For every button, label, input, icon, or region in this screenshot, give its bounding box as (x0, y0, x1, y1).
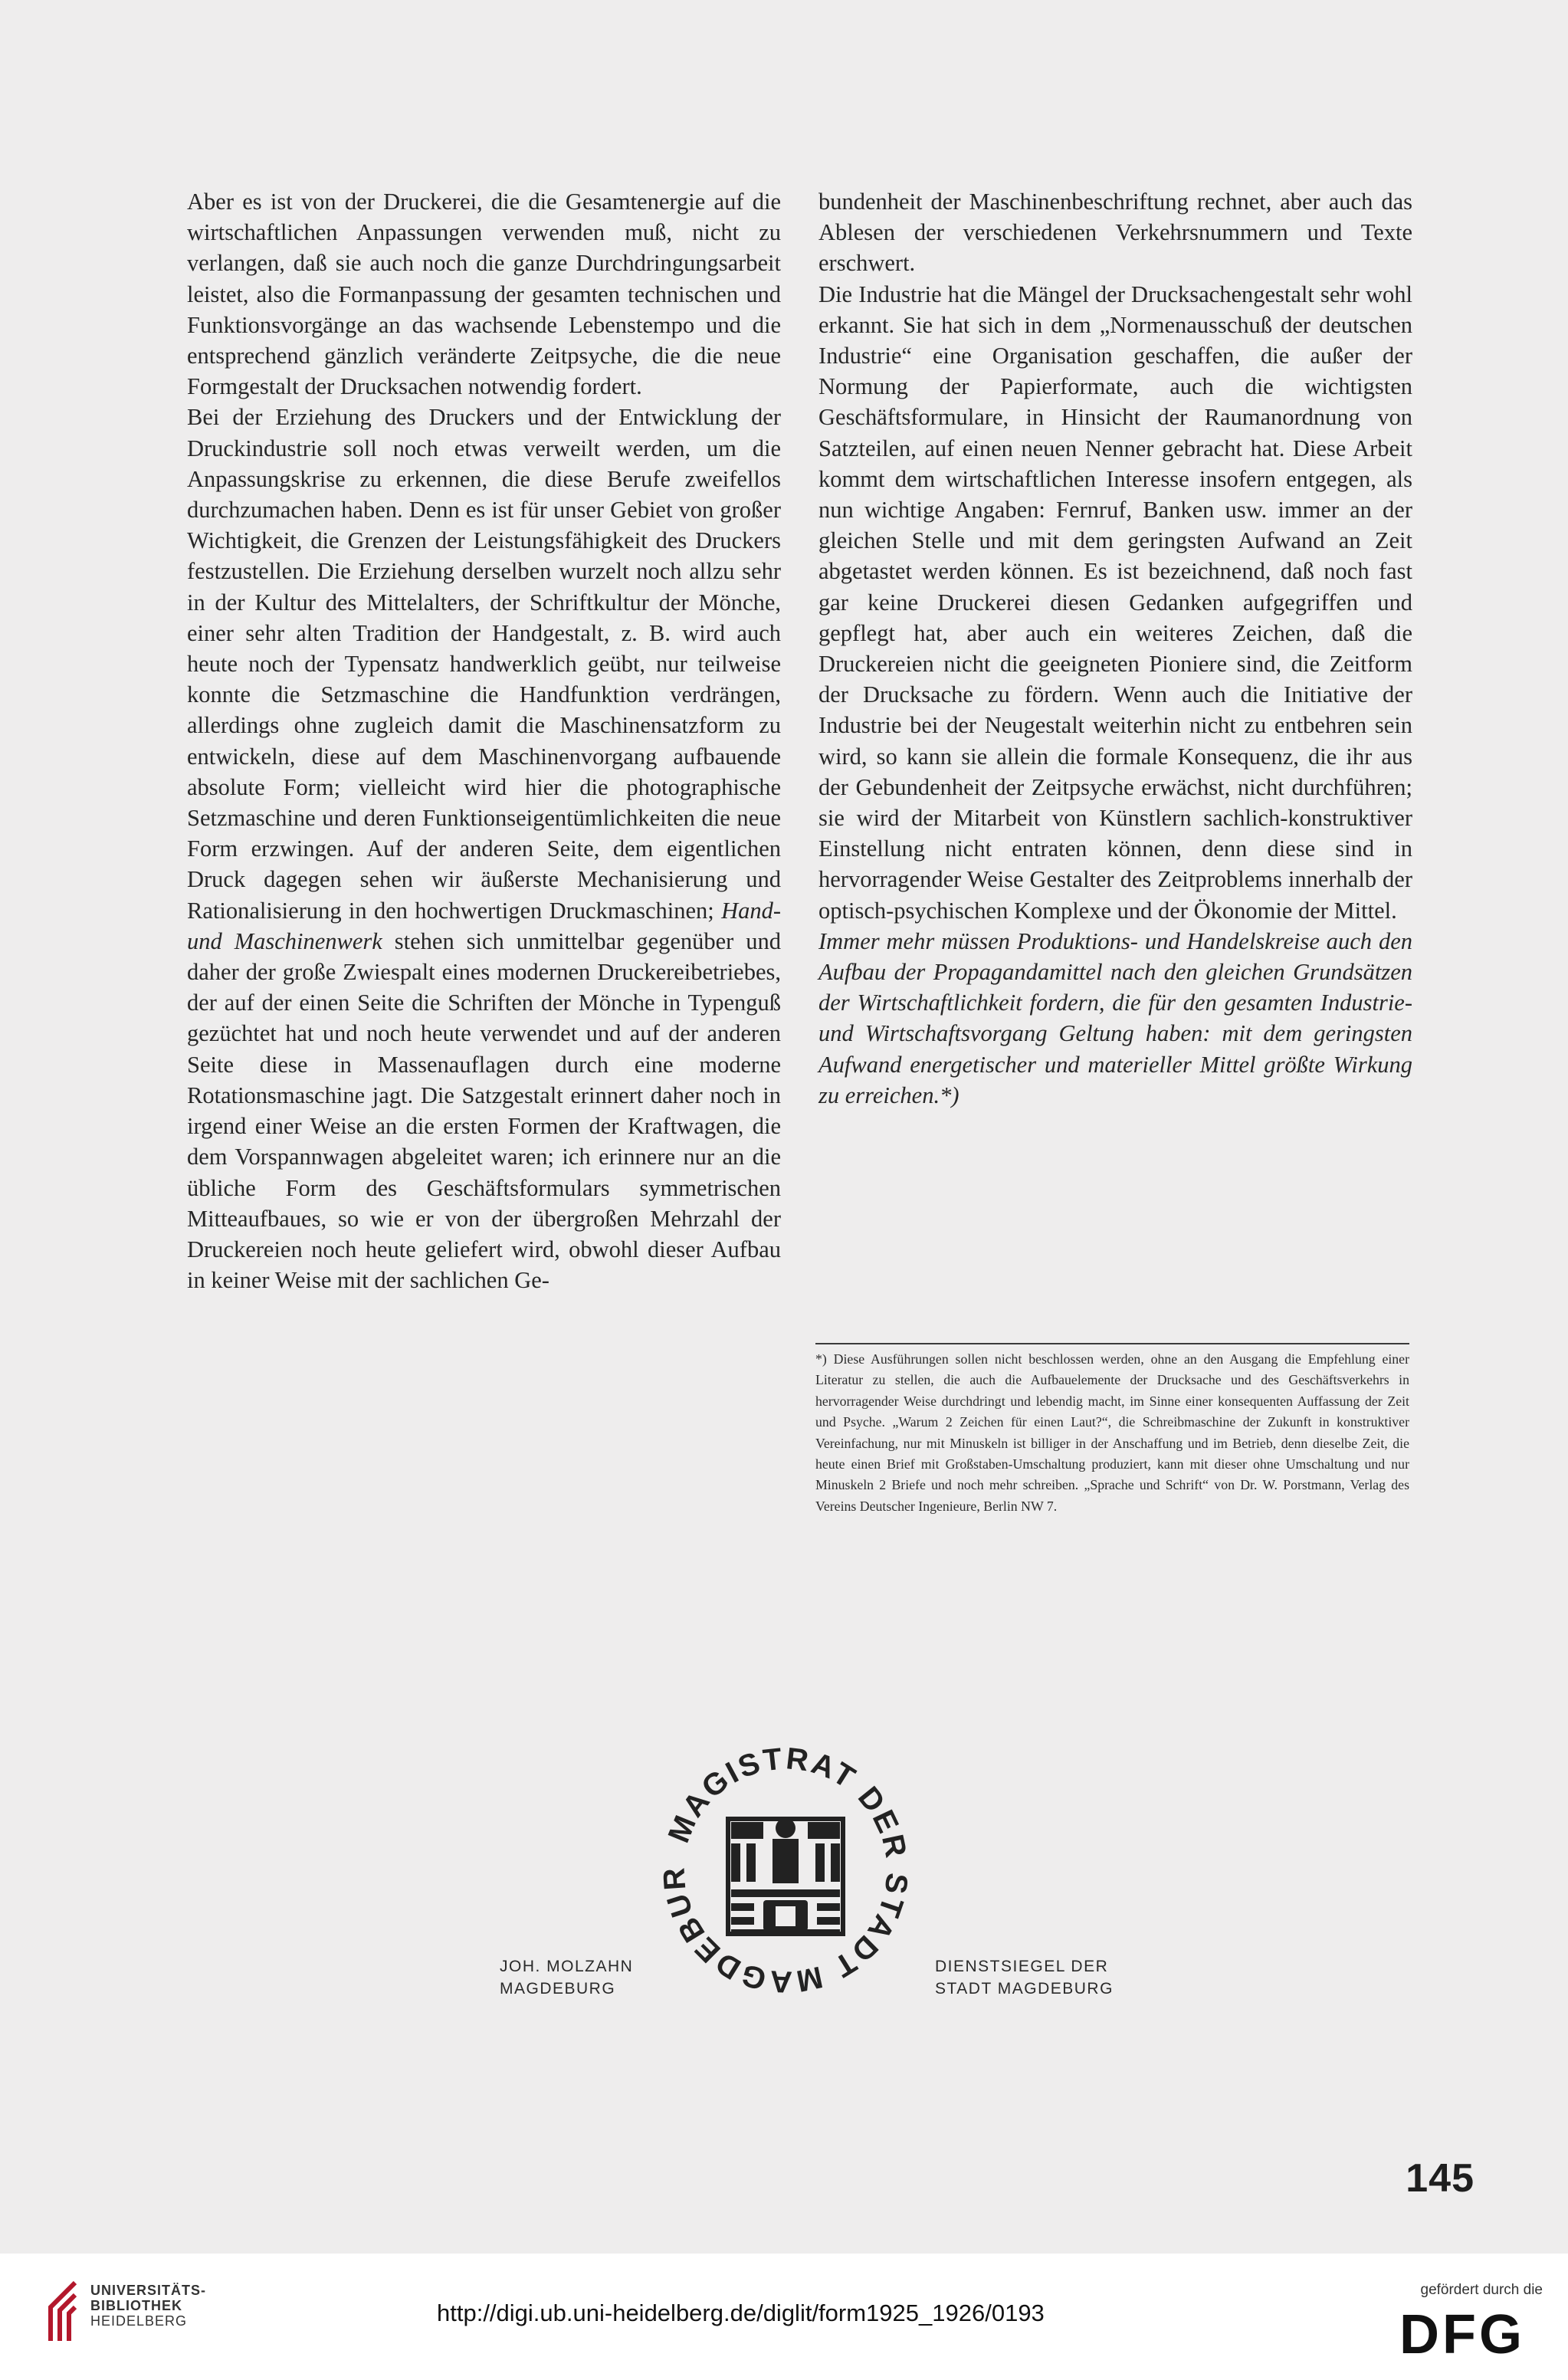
footnote-marker: *) (940, 1082, 959, 1108)
left-text-column (187, 186, 781, 1295)
credit-line: JOH. MOLZAHN (500, 1958, 634, 1975)
italic-paragraph (818, 926, 1412, 1111)
library-logo-icon (40, 2277, 86, 2347)
city-seal (651, 1736, 920, 2004)
text-run: stehen sich unmittelbar gegenüber und daher der große Zwiespalt eines modernen Druckereibetriebes, der auf der einen Seite die Schriften der Mönche in Typenguß gezüchtet hat und noch heute verwendet und auf der anderen Seite diese in Massenauflagen durch eine moderne Rotationsmaschine jagt. Die Satzgestalt erinnert daher noch in irgend einer Weise an die ersten Formen der Kraftwagen, die dem Vorspannwagen abgeleitet waren; ich erinnere nur an die übliche Form des Geschäftsformulars symmetrischen Mitteaufbaues, so wie er von der übergroßen Mehrzahl der Druckereien noch heute geliefert wird, obwohl dieser Aufbau in keiner Weise mit der sachlichen Ge- (187, 927, 782, 1294)
library-line: BIBLIOTHEK (90, 2298, 182, 2313)
text-run: Bei der Erziehung des Druckers und der Entwicklung der Druckindustrie soll noch etwas verweilt werden, um die Anpassungskrise zu erkennen, die diese Berufe zweifellos durchzumachen haben. Denn es ist für unser Gebiet von großer Wichtigkeit, die Grenzen der Leistungsfähigkeit des Druckers festzustellen. Die Erziehung derselben wurzelt noch allzu sehr in der Kultur des Mittelalters, der Schriftkultur der Mönche, einer sehr alten Tradition der Handgestalt, z. B. wird auch heute noch der Typensatz handwerklich geübt, nur teilweise konnte die Setzmaschine die Handfunktion verdrängen, allerdings ohne zugleich damit die Maschinensatzform zu entwickeln, diese auf dem Maschinenvorgang aufbauende absolute Form; vielleicht wird hier die photographische Setzmaschine und deren Funktionseigentümlichkeiten die neue Form erzwingen. Auf der anderen Seite, dem eigentlichen Druck dagegen sehen wir äußerste Mechanisierung und Rationalisierung in den hochwertigen Druckmaschinen; (187, 404, 781, 924)
city-seal-castle-icon (651, 1736, 920, 2004)
dfg-logo-text: DFG (1399, 2309, 1525, 2356)
paragraph: Die Industrie hat die Mängel der Drucksachengestalt sehr wohl erkannt. Sie hat sich in dem „Normenausschuß der deutschen Industrie“ eine Organisation geschaffen, die außer der Normung der Papierformate, auch die wichtigsten Geschäftsformulare, in Hinsicht der Raumanordnung von Satzteilen, auf einen neuen Nenner gebracht hat. Diese Arbeit kommt dem wirtschaftlichen Interesse insofern entgegen, als nun wichtige Angaben: Fernruf, Banken usw. immer an der gleichen Stelle und mit dem geringsten Aufwand an Zeit abgetastet werden können. Es ist bezeichnend, daß noch fast gar keine Druckerei diesen Gedanken aufgegriffen und gepflegt hat, aber auch ein weiteres Zeichen, daß die Druckereien nicht die geeigneten Pioniere sind, die Zeitform der Drucksache zu fördern. Wenn auch die Initiative der Industrie bei der Neugestalt weiterhin nicht zu entbehren sein wird, so kann sie allein die formale Konsequenz, die ihr aus der Gebundenheit der Zeitpsyche erwächst, nicht durchführen; sie wird der Mitarbeit von Künstlern sachlich-konstruktiver Einstellung nicht entraten können, denn diese sind in hervorragender Weise Gestalter des Zeitproblems innerhalb der optisch-psychischen Komplexe und der Ökonomie der Mittel. (818, 281, 1412, 924)
seal-ring-text: MAGISTRAT DER STADT MAGDEBUR (657, 1742, 914, 1999)
library-name (90, 2283, 206, 2329)
digitization-footer (0, 2254, 1568, 2380)
credit-line: MAGDEBURG (500, 1980, 616, 1998)
right-text-column (818, 186, 1412, 1111)
page-number: 145 (1406, 2156, 1475, 2201)
footnote: *) Diese Ausführungen sollen nicht beschlossen werden, ohne an den Ausgang die Empfehlung einer Literatur zu stellen, die auch die Aufbauelemente der Drucksache und des Geschäftsverkehrs in hervorragender Weise durchdringt und lebendig macht, im Sinne einer konsequenten Auffassung der Zeit und Psyche. „Warum 2 Zeichen für einen Laut?“, die Schreibmaschine der Zukunft in konstruktiver Vereinfachung, nur mit Minuskeln ist billiger in der Anschaffung und im Betrieb, denn dieselbe Zeit, die heute einen Brief mit Großstaben-Umschaltung produziert, kann mit dieser ohne Umschaltung und nur Minuskeln 2 Briefe und noch mehr schreiben. „Sprache und Schrift“ von Dr. W. Porstmann, Verlag des Vereins Deutscher Ingenieure, Berlin NW 7. (815, 1343, 1409, 1517)
seal-caption (935, 1955, 1114, 2000)
library-line: UNIVERSITÄTS- (90, 2283, 207, 2298)
dfg-logo-icon (1399, 2309, 1545, 2356)
author-credit (500, 1955, 633, 2000)
paragraph (187, 402, 781, 1295)
permalink-url[interactable]: http://digi.ub.uni-heidelberg.de/diglit/form1925_1926/0193 (437, 2300, 1045, 2326)
credit-line: STADT MAGDEBURG (935, 1980, 1114, 1998)
text-run: Immer mehr müssen Produktions- und Handelskreise auch den Aufbau der Propagandamittel nach den gleichen Grundsätzen der Wirtschaftlichkeit fordern, die für den gesamten Industrie- und Wirtschaftsvorgang Geltung haben: mit dem geringsten Aufwand energetischer und materieller Mittel größte Wirkung zu erreichen. (818, 927, 1412, 1108)
credit-line: DIENSTSIEGEL DER (935, 1958, 1109, 1975)
paragraph: bundenheit der Maschinenbeschriftung rechnet, aber auch das Ablesen der verschiedenen Verkehrsnummern und Texte erschwert. (818, 189, 1412, 277)
italic-phrase: Hand- und Maschinenwerk (187, 897, 782, 954)
library-line: HEIDELBERG (90, 2313, 188, 2329)
funding-caption: gefördert durch die (1420, 2282, 1543, 2298)
paragraph: Aber es ist von der Druckerei, die die Gesamtenergie auf die wirtschaftlichen Anpassungen verwenden muß, nicht zu verlangen, daß sie auch noch die ganze Durchdringungsarbeit leistet, also die Formanpassung der gesamten technischen und Funktionsvorgänge an das wachsende Lebenstempo und die entsprechend gänzlich veränderte Zeitpsyche, die die neue Formgestalt der Drucksachen notwendig fordert. (187, 189, 781, 400)
